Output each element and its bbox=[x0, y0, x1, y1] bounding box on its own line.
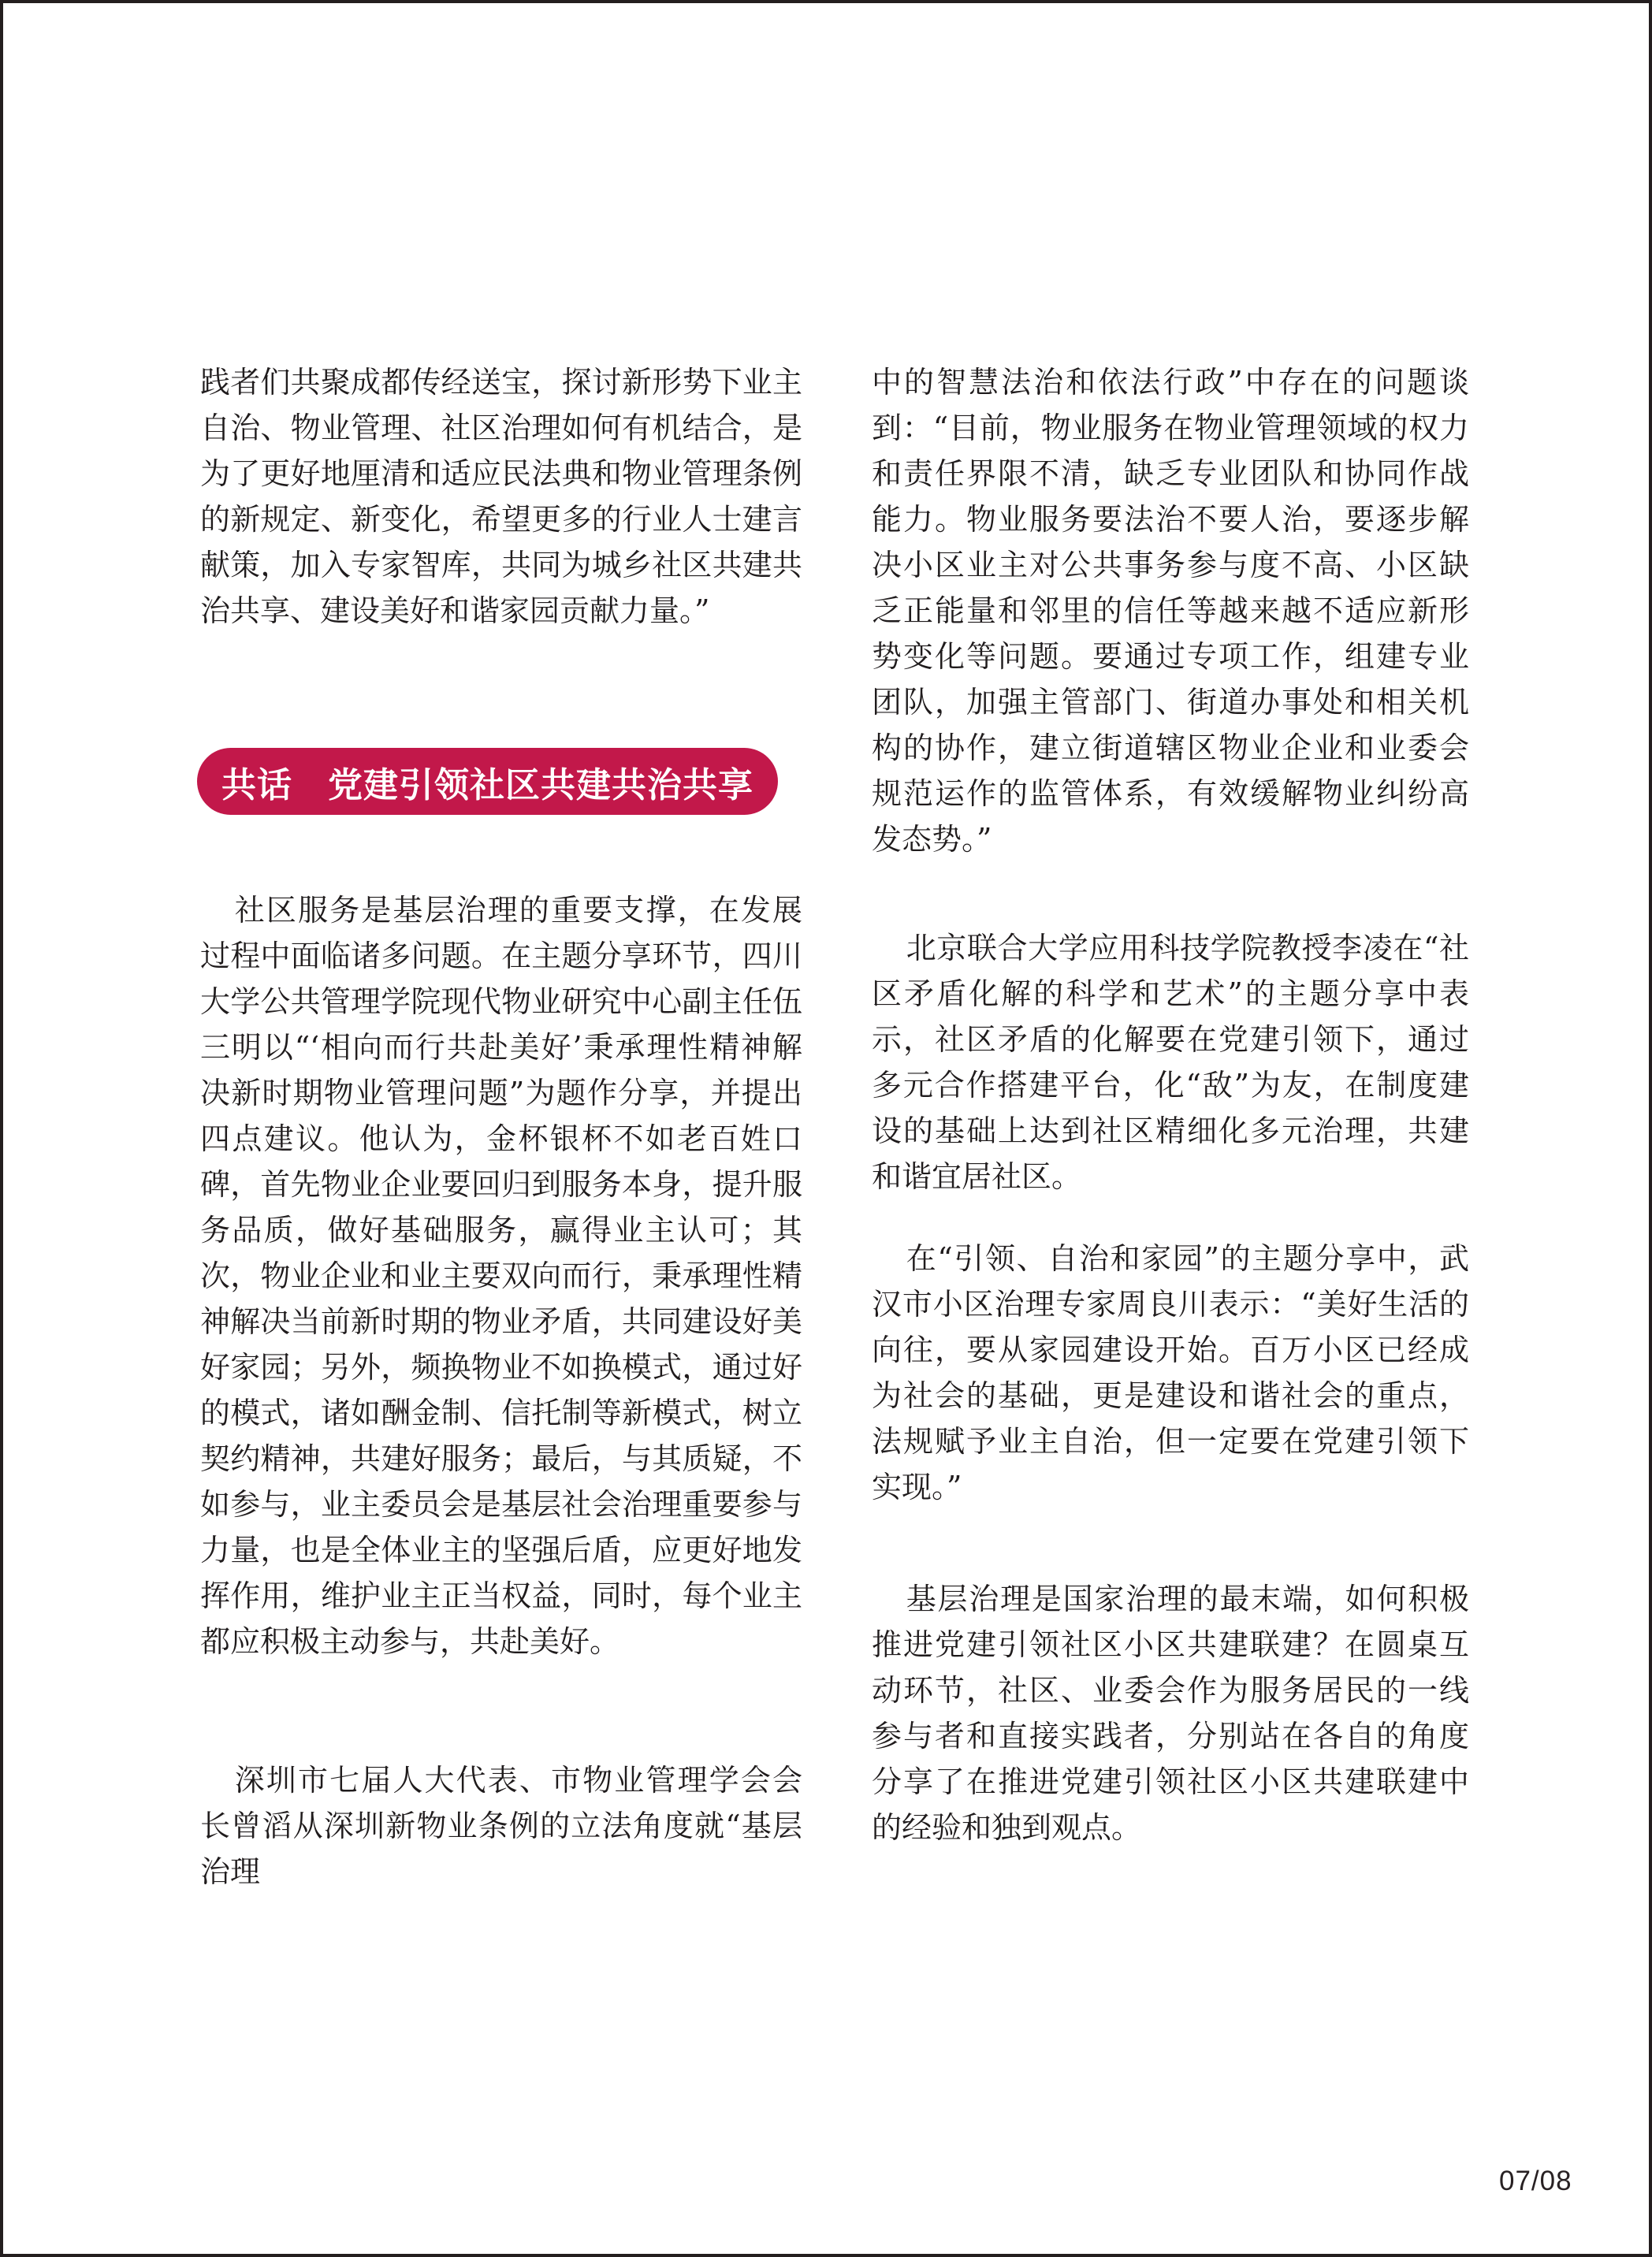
section-heading-text: 共话 党建引领社区共建共治共享 bbox=[221, 765, 753, 805]
left-column-bottom bbox=[200, 887, 802, 1894]
right-paragraph-continuation: 中的智慧法治和依法行政”中存在的问题谈到：“目前，物业服务在物业管理领域的权力和责任界限不清，缺乏专业团队和协同作战能力。物业服务要法治不要人治，要逐步解决小区业主对公共事务参与度不高、小区缺乏正能量和邻里的信任等越来越不适应新形势变化等问题。要通过专项工作，组建专业团队，加强主管部门、街道办事处和相关机构的协作，建立街道辖区物业企业和业委会规范运作的监管体系，有效缓解物业纠纷高发态势。” bbox=[872, 365, 1469, 857]
right-paragraph-speaker-li: 北京联合大学应用科技学院教授李凌在“社区矛盾化解的科学和艺术”的主题分享中表示，社区矛盾的化解要在党建引领下，通过多元合作搭建平台，化“敌”为友，在制度建设的基础上达到社区精细化多元治理，共建和谐宜居社区。 bbox=[872, 931, 1469, 1194]
right-paragraph-speaker-zhou: 在“引领、自治和家园”的主题分享中，武汉市小区治理专家周良川表示：“美好生活的向往，要从家园建设开始。百万小区已经成为社会的基础，更是建设和谐社会的重点，法规赋予业主自治，但一定要在党建引领下实现。” bbox=[872, 1241, 1469, 1504]
left-paragraph-continuation: 践者们共聚成都传经送宝，探讨新形势下业主自治、物业管理、社区治理如何有机结合，是为了更好地厘清和适应民法典和物业管理条例的新规定、新变化，希望更多的行业人士建言献策，加入专家智库，共同为城乡社区共建共治共享、建设美好和谐家园贡献力量。” bbox=[200, 365, 802, 628]
left-paragraph-speaker-zeng: 深圳市七届人大代表、市物业管理学会会长曾滔从深圳新物业条例的立法角度就“基层治理 bbox=[200, 1763, 802, 1889]
left-paragraph-speaker-wu: 社区服务是基层治理的重要支撑，在发展过程中面临诸多问题。在主题分享环节，四川大学公共管理学院现代物业研究中心副主任伍三明以“‘相向而行共赴美好’秉承理性精神解决新时期物业管理问题”为题作分享，并提出四点建议。他认为，金杯银杯不如老百姓口碑，首先物业企业要回归到服务本身，提升服务品质，做好基础服务，赢得业主认可；其次，物业企业和业主要双向而行，秉承理性精神解决当前新时期的物业矛盾，共同建设好美好家园；另外，频换物业不如换模式，通过好的模式，诸如酬金制、信托制等新模式，树立契约精神，共建好服务；最后，与其质疑，不如参与，业主委员会是基层社会治理重要参与力量，也是全体业主的坚强后盾，应更好地发挥作用，维护业主正当权益，同时，每个业主都应积极主动参与，共赴美好。 bbox=[200, 893, 802, 1659]
right-paragraph-roundtable: 基层治理是国家治理的最末端，如何积极推进党建引领社区小区共建联建？在圆桌互动环节，社区、业委会作为服务居民的一线参与者和直接实践者，分别站在各自的角度分享了在推进党建引领社区小区共建联建中的经验和独到观点。 bbox=[872, 1582, 1469, 1845]
right-column bbox=[872, 359, 1469, 1850]
left-column-top bbox=[200, 359, 802, 634]
section-heading-banner bbox=[197, 748, 778, 815]
page-number: 07/08 bbox=[1499, 2166, 1572, 2196]
